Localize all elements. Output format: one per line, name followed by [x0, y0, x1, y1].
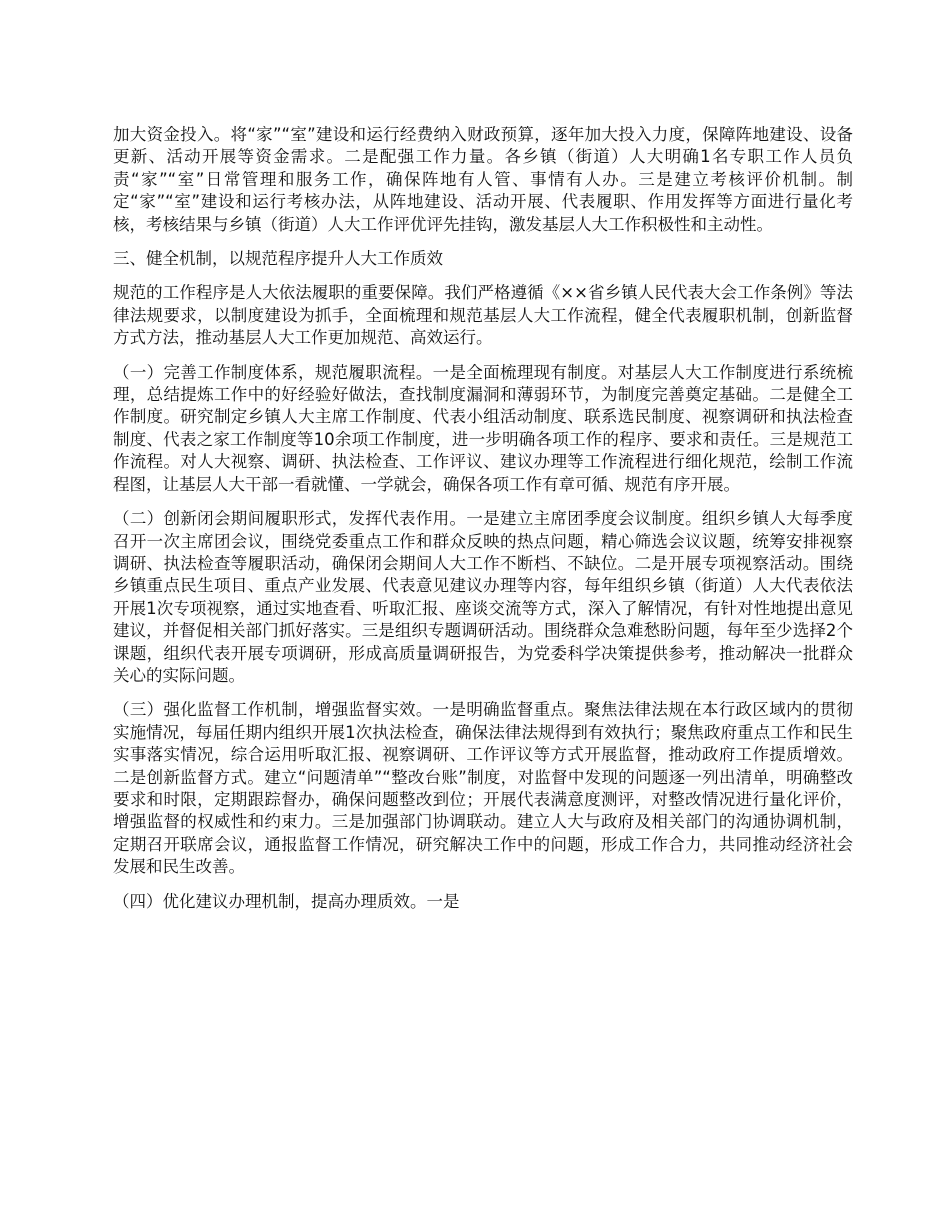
- paragraph-funding: 加大资金投入。将“家”“室”建设和运行经费纳入财政预算，逐年加大投入力度，保障阵地建设、设备更新、活动开展等资金需求。二是配强工作力量。各乡镇（街道）人大明确1名专职工作人员负责“家”“室”日常管理和服务工作，确保阵地有人管、事情有人办。三是建立考核评价机制。制定“家”“室”建设和运行考核办法，从阵地建设、活动开展、代表履职、作用发挥等方面进行量化考核，考核结果与乡镇（街道）人大工作评优评先挂钩，激发基层人大工作积极性和主动性。: [113, 125, 853, 234]
- paragraph-recess: （二）创新闭会期间履职形式，发挥代表作用。一是建立主席团季度会议制度。组织乡镇人大每季度召开一次主席团会议，围绕党委重点工作和群众反映的热点问题，精心筛选会议议题，统筹安排视察调研、执法检查等履职活动，确保闭会期间人大工作不断档、不缺位。二是开展专项视察活动。围绕乡镇重点民生项目、重点产业发展、代表意见建议办理等内容，每年组织乡镇（街道）人大代表依法开展1次专项视察，通过实地查看、听取汇报、座谈交流等方式，深入了解情况，有针对性地提出意见建议，并督促相关部门抓好落实。三是组织专题调研活动。围绕群众急难愁盼问题，每年至少选择2个课题，组织代表开展专项调研，形成高质量调研报告，为党委科学决策提供参考，推动解决一批群众关心的实际问题。: [113, 509, 853, 685]
- paragraph-supervision: （三）强化监督工作机制，增强监督实效。一是明确监督重点。聚焦法律法规在本行政区域内的贯彻实施情况，每届任期内组织开展1次执法检查，确保法律法规得到有效执行；聚焦政府重点工作和民生实事落实情况，综合运用听取汇报、视察调研、工作评议等方式开展监督，推动政府工作提质增效。二是创新监督方式。建立“问题清单”“整改台账”制度，对监督中发现的问题逐一列出清单，明确整改要求和时限，定期跟踪督办，确保问题整改到位；开展代表满意度测评，对整改情况进行量化评价，增强监督的权威性和约束力。三是加强部门协调联动。建立人大与政府及相关部门的沟通协调机制，定期召开联席会议，通报监督工作情况，研究解决工作中的问题，形成工作合力，共同推动经济社会发展和民生改善。: [113, 700, 853, 877]
- document-body: [113, 124, 853, 925]
- paragraph-system: （一）完善工作制度体系，规范履职流程。一是全面梳理现有制度。对基层人大工作制度进行系统梳理，总结提炼工作中的好经验好做法，查找制度漏洞和薄弱环节，为制度完善奠定基础。二是健全工作制度。研究制定乡镇人大主席工作制度、代表小组活动制度、联系选民制度、视察调研和执法检查制度、代表之家工作制度等10余项工作制度，进一步明确各项工作的程序、要求和责任。三是规范工作流程。对人大视察、调研、执法检查、工作评议、建议办理等工作流程进行细化规范，绘制工作流程图，让基层人大干部一看就懂、一学就会，确保各项工作有章可循、规范有序开展。: [113, 362, 853, 494]
- section-heading-three: 三、健全机制，以规范程序提升人大工作质效: [113, 249, 443, 269]
- paragraph-suggestions: （四）优化建议办理机制，提高办理质效。一是: [113, 891, 460, 911]
- paragraph-procedures: 规范的工作程序是人大依法履职的重要保障。我们严格遵循《××省乡镇人民代表大会工作条例》等法律法规要求，以制度建设为抓手，全面梳理和规范基层人大工作流程，健全代表履职机制，创新监督方式方法，推动基层人大工作更加规范、高效运行。: [113, 283, 853, 348]
